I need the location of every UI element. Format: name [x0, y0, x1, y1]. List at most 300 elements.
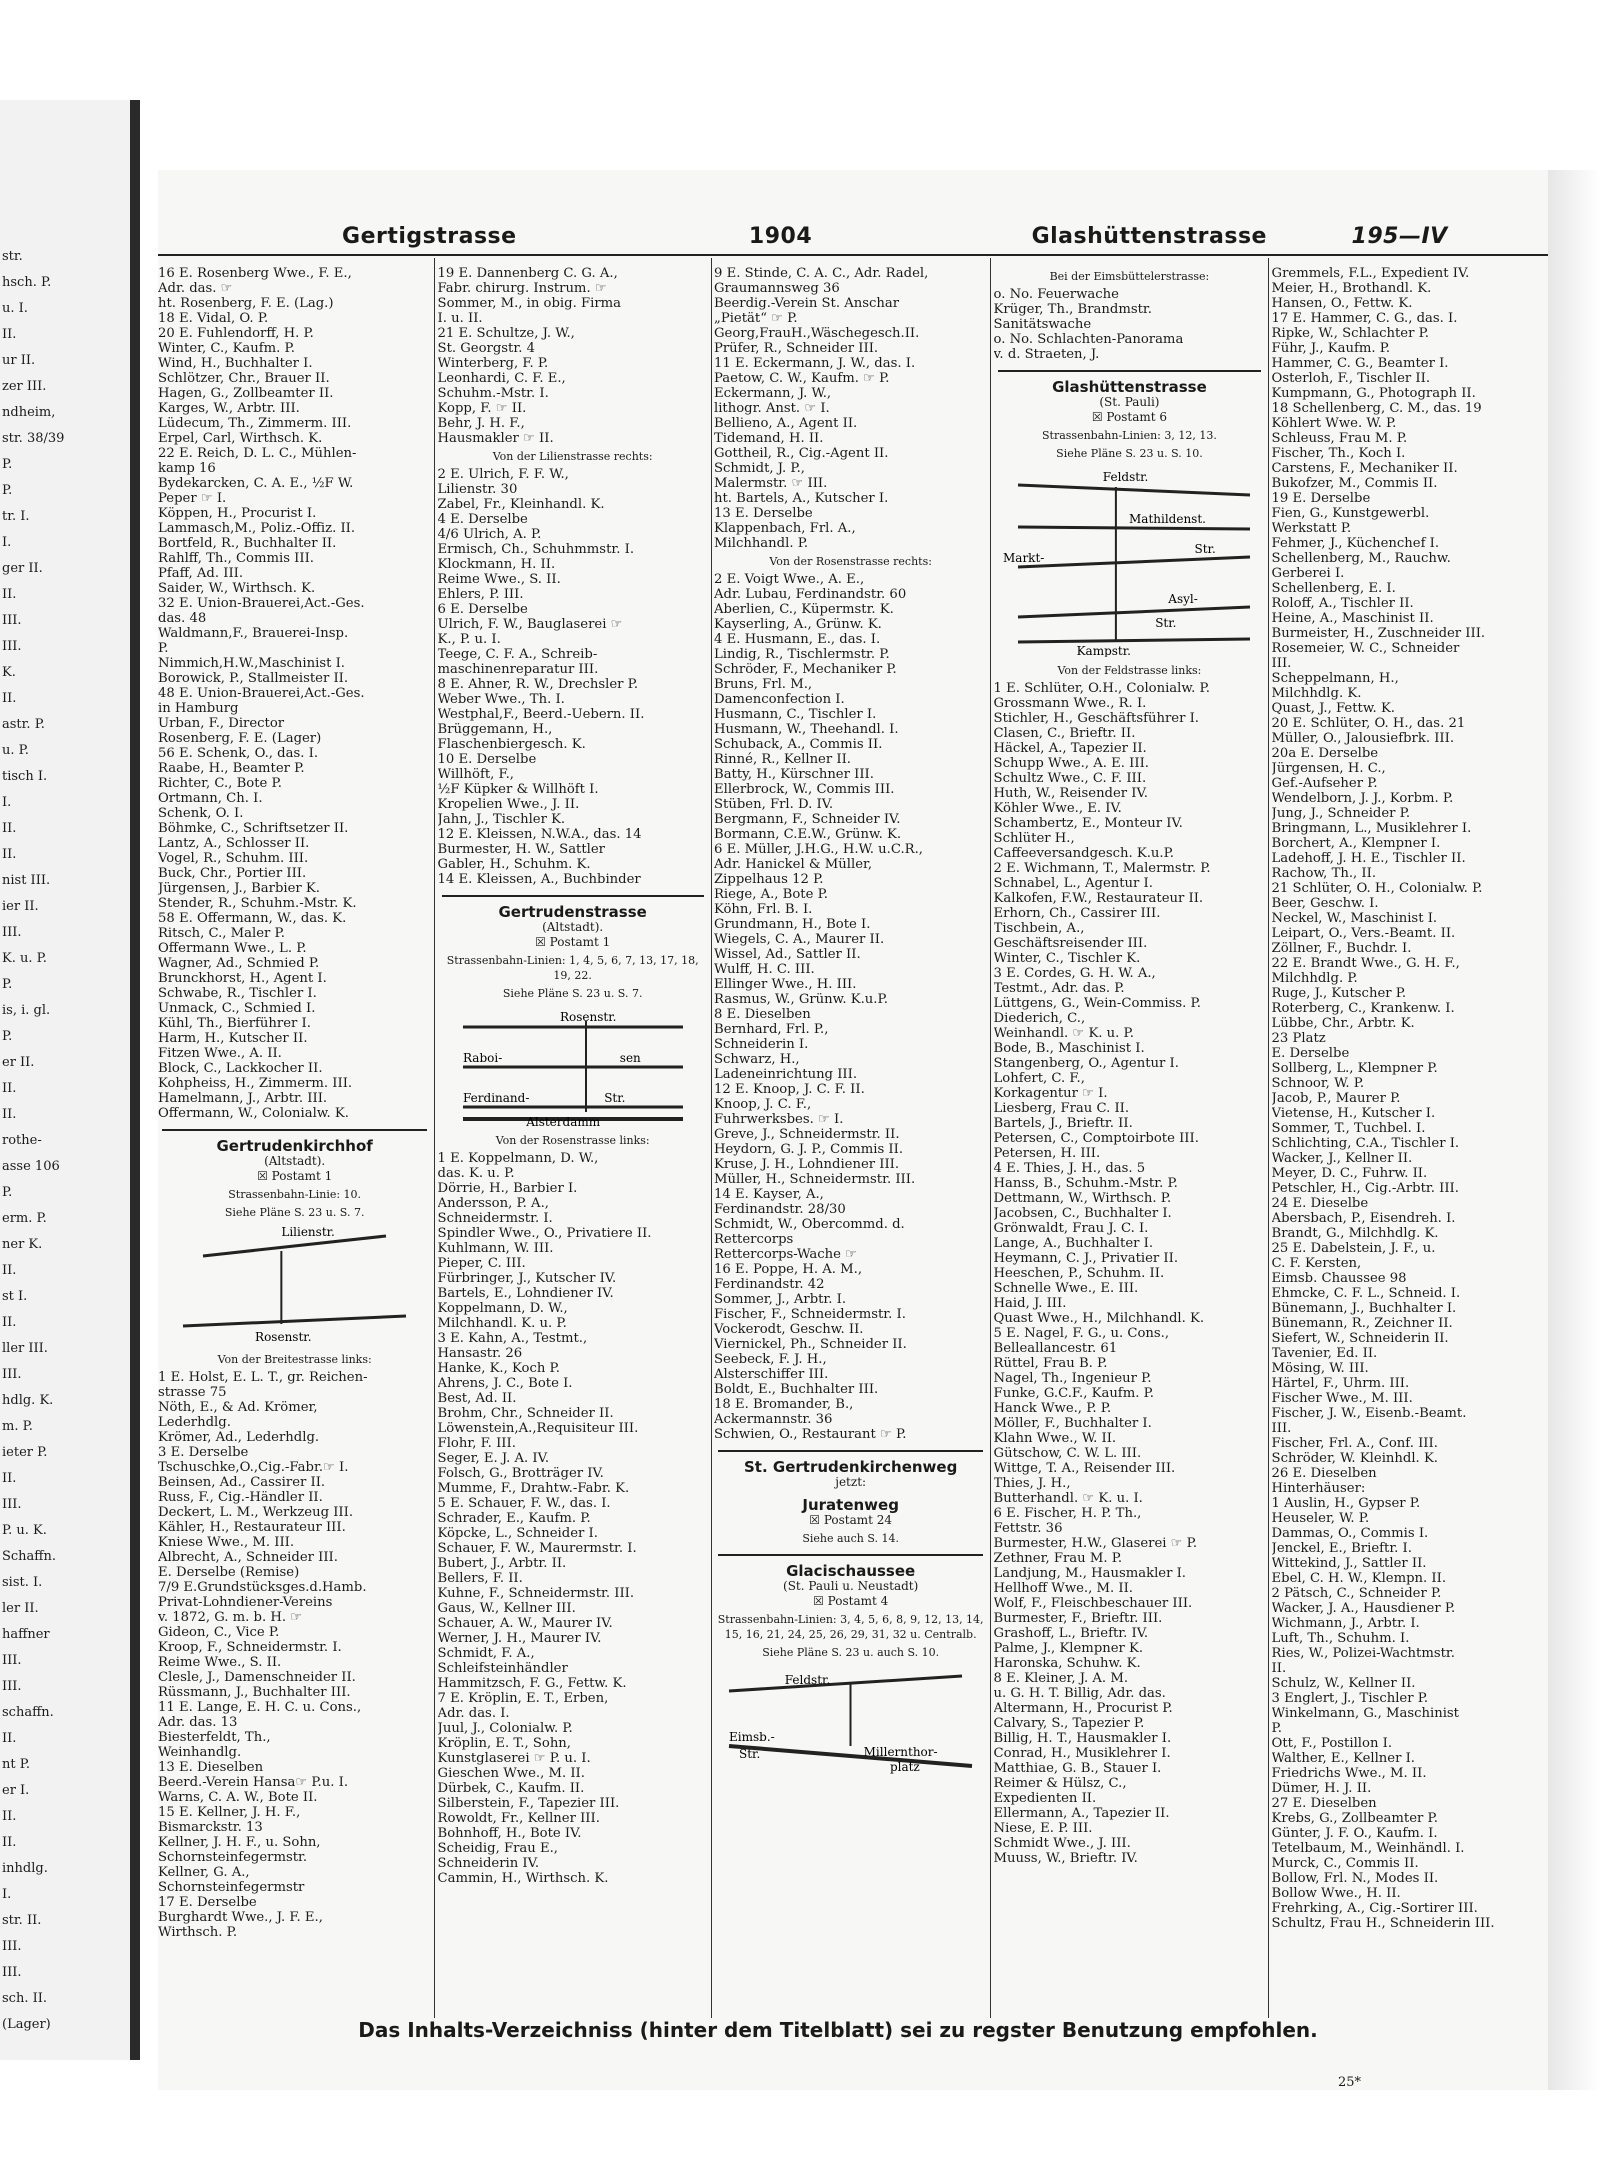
directory-entry: Abersbach, P., Eisendreh. I. [1271, 1211, 1456, 1226]
directory-entry: 20a E. Derselbe [1271, 746, 1379, 761]
previous-page-fragment: II. [2, 1809, 17, 1824]
directory-entry: 13 E. Dieselben [158, 1760, 264, 1775]
map-reference: Siehe auch S. 14. [802, 1532, 899, 1545]
previous-page-fragment: III. [2, 925, 22, 940]
directory-entry: St. Georgstr. 4 [437, 341, 535, 356]
directory-entry: Bartels, E., Lohndiener IV. [437, 1286, 614, 1301]
directory-entry: Wissel, Ad., Sattler II. [714, 947, 861, 962]
directory-entry: Erpel, Carl, Wirthsch. K. [158, 431, 323, 446]
previous-page-fragment: m. P. [2, 1419, 33, 1434]
column-2 [438, 266, 708, 2006]
directory-entry: Hellhoff Wwe., M. II. [993, 1581, 1134, 1596]
directory-entry: Damenconfection I. [714, 692, 845, 707]
directory-entry: Juul, J., Colonialw. P. [437, 1721, 573, 1736]
directory-entry: Folsch, G., Brotträger IV. [437, 1466, 604, 1481]
previous-page-fragment: zer III. [2, 379, 47, 394]
directory-entry: Scheppelmann, H., [1271, 671, 1399, 686]
directory-entry: Lange, A., Buchhalter I. [993, 1236, 1154, 1251]
directory-entry: Rasmus, W., Grünw. K.u.P. [714, 992, 888, 1007]
street-label: Alsterdamm [525, 1115, 600, 1127]
directory-entry: Friedrichs Wwe., M. II. [1271, 1766, 1427, 1781]
directory-entry: 48 E. Union-Brauerei,Act.-Ges. [158, 686, 365, 701]
previous-page-fragment: nist III. [2, 873, 51, 888]
directory-entry: Gideon, C., Vice P. [158, 1625, 280, 1640]
directory-entry: 58 E. Offermann, W., das. K. [158, 911, 347, 926]
directory-entry: Rettercorps [714, 1232, 794, 1247]
directory-entry: 3 E. Cordes, G. H. W. A., [993, 966, 1156, 981]
directory-entry: Lilienstr. 30 [437, 482, 518, 497]
directory-entry: Werkstatt P. [1271, 521, 1352, 536]
directory-entry: Seebeck, F. J. H., [714, 1352, 827, 1367]
previous-page-fragment: II. [2, 821, 17, 836]
directory-entry: das. 48 [158, 611, 207, 626]
previous-page-fragment: III. [2, 613, 22, 628]
directory-entry: Quast Wwe., H., Milchhandl. K. [993, 1311, 1205, 1326]
directory-entry: Raabe, H., Beamter P. [158, 761, 305, 776]
directory-entry: kamp 16 [158, 461, 216, 476]
directory-entry: Ellermann, A., Tapezier II. [993, 1806, 1170, 1821]
previous-page-edge [0, 100, 140, 2060]
directory-entry: Heydorn, G. J. P., Commis II. [714, 1142, 904, 1157]
previous-page-fragment: ndheim, [2, 405, 56, 420]
directory-entry: 14 E. Kleissen, A., Buchbinder [437, 872, 641, 887]
directory-entry: 17 E. Hammer, C. G., das. I. [1271, 311, 1458, 326]
directory-entry: 19 E. Dannenberg C. G. A., [437, 266, 618, 281]
directory-entry: Schröder, W. Kleinhdl. K. [1271, 1451, 1438, 1466]
footer-notice: Das Inhalts-Verzeichniss (hinter dem Titelblatt) sei zu regster Benutzung empfohlen. [358, 2018, 1318, 2042]
directory-entry: v. 1872, G. m. b. H. ☞ [158, 1610, 303, 1625]
directory-entry: Schwarz, H., [714, 1052, 800, 1067]
directory-entry: Rosemeier, W. C., Schneider [1271, 641, 1460, 656]
previous-page-fragment: P. [2, 457, 13, 472]
directory-entry: Borchert, A., Klempner I. [1271, 836, 1441, 851]
directory-entry: Kruse, J. H., Lohndiener III. [714, 1157, 900, 1172]
directory-entry: Offermann, W., Colonialw. K. [158, 1106, 349, 1121]
directory-entry: Schmidt Wwe., J. III. [993, 1836, 1131, 1851]
directory-entry: Gef.-Aufseher P. [1271, 776, 1378, 791]
previous-page-fragment: III. [2, 1965, 22, 1980]
directory-entry: v. d. Straeten, J. [993, 347, 1100, 362]
directory-entry: 10 E. Derselbe [437, 752, 537, 767]
previous-page-fragment: P. u. K. [2, 1523, 47, 1538]
directory-entry: Warns, C. A. W., Bote II. [158, 1790, 318, 1805]
directory-entry: Altermann, H., Procurist P. [993, 1701, 1173, 1716]
directory-entry: Walther, E., Kellner I. [1271, 1751, 1416, 1766]
directory-entry: Reimer & Hülsz, C., [993, 1776, 1127, 1791]
directory-entry: Bortfeld, R., Buchhalter II. [158, 536, 337, 551]
directory-entry: Tetelbaum, M., Weinhändl. I. [1271, 1841, 1465, 1856]
directory-entry: Unmack, C., Schmied I. [158, 1001, 316, 1016]
previous-page-fragment: ger II. [2, 561, 43, 576]
directory-entry: Kroop, F., Schneidermstr. I. [158, 1640, 342, 1655]
directory-entry: Schauer, A. W., Maurer IV. [437, 1616, 613, 1631]
directory-entry: Grashoff, L., Brieftr. IV. [993, 1626, 1149, 1641]
directory-entry: Jacob, P., Maurer P. [1271, 1091, 1401, 1106]
directory-entry: Rowoldt, Fr., Kellner III. [437, 1811, 600, 1826]
directory-entry: Butterhandl. ☞ K. u. I. [993, 1491, 1143, 1506]
directory-entry: Rosenberg, F. E. (Lager) [158, 731, 322, 746]
directory-entry: Lohfert, C. F., [993, 1071, 1085, 1086]
directory-entry: Diederich, C., [993, 1011, 1086, 1026]
previous-page-fragment: II. [2, 847, 17, 862]
previous-page-fragment: er I. [2, 1783, 30, 1798]
directory-entry: Adr. Lubau, Ferdinandstr. 60 [714, 587, 907, 602]
directory-entry: Batty, H., Kürschner III. [714, 767, 874, 782]
directory-entry: Behr, J. H. F., [437, 416, 525, 431]
directory-entry: Sanitätswache [993, 317, 1092, 332]
directory-entry: Burmester, H. W., Sattler [437, 842, 605, 857]
directory-entry: das. K. u. P. [437, 1166, 515, 1181]
directory-entry: Führ, J., Kaufm. P. [1271, 341, 1391, 356]
directory-entry: Tischbein, A., [993, 921, 1085, 936]
directory-entry: Wolf, F., Fleischbeschauer III. [993, 1596, 1193, 1611]
column-3 [714, 266, 987, 2006]
directory-entry: Kühl, Th., Bierführer I. [158, 1016, 311, 1031]
directory-entry: Dammas, O., Commis I. [1271, 1526, 1429, 1541]
directory-entry: Klahn Wwe., W. II. [993, 1431, 1117, 1446]
page-header [158, 218, 1548, 256]
previous-page-fragment: P. [2, 483, 13, 498]
previous-page-fragment: asse 106 [2, 1159, 60, 1174]
directory-entry: Niese, E. P. III. [993, 1821, 1093, 1836]
directory-entry: Peper ☞ I. [158, 491, 227, 506]
street-heading: Gertrudenstrasse [498, 903, 647, 921]
directory-entry: Ebel, C. H. W., Klempn. II. [1271, 1571, 1447, 1586]
directory-entry: Fischer, J. W., Eisenb.-Beamt. [1271, 1406, 1467, 1421]
directory-entry: Bünemann, J., Buchhalter I. [1271, 1301, 1457, 1316]
directory-entry: Kuhne, F., Schneidermstr. III. [437, 1586, 635, 1601]
directory-entry: 20 E. Fuhlendorff, H. P. [158, 326, 314, 341]
directory-entry: Saider, W., Wirthsch. K. [158, 581, 316, 596]
street-label: Markt- [1003, 551, 1045, 565]
street-district: jetzt: [835, 1475, 867, 1489]
directory-entry: Schultz, Frau H., Schneiderin III. [1271, 1916, 1495, 1931]
directory-entry: Tidemand, H. II. [714, 431, 824, 446]
directory-entry: Wind, H., Buchhalter I. [158, 356, 313, 371]
directory-entry: Deckert, L. M., Werkzeug III. [158, 1505, 354, 1520]
directory-entry: Geschäftsreisender III. [993, 936, 1148, 951]
previous-page-fragment: II. [2, 1081, 17, 1096]
directory-entry: Bellieno, A., Agent II. [714, 416, 858, 431]
directory-entry: Schwabe, R., Tischler I. [158, 986, 317, 1001]
section-note: Bei der Eimsbüttelerstrasse: [1049, 270, 1210, 283]
directory-entry: 20 E. Schlüter, O. H., das. 21 [1271, 716, 1466, 731]
street-label: Rosenstr. [559, 1010, 617, 1024]
directory-entry: 1 Auslin, H., Gypser P. [1271, 1496, 1421, 1511]
directory-entry: Hinterhäuser: [1271, 1481, 1366, 1496]
directory-entry: Zabel, Fr., Kleinhandl. K. [437, 497, 605, 512]
street-label: Rosenstr. [255, 1330, 312, 1344]
directory-entry: Wacker, J., Kellner II. [1271, 1151, 1413, 1166]
previous-page-fragment: tisch I. [2, 769, 48, 784]
street-line [1018, 607, 1250, 617]
header-street-right: Glashüttenstrasse [1031, 224, 1267, 249]
directory-entry: Dürbek, C., Kaufm. II. [437, 1781, 585, 1796]
street-district: (St. Pauli u. Neustadt) [783, 1579, 919, 1593]
directory-entry: Best, Ad. II. [437, 1391, 517, 1406]
directory-entry: Sommer, T., Tuchbel. I. [1271, 1121, 1426, 1136]
previous-page-fragment: ur II. [2, 353, 36, 368]
directory-entry: Leipart, O., Vers.-Beamt. II. [1271, 926, 1456, 941]
previous-page-fragment: is, i. gl. [2, 1003, 51, 1018]
directory-entry: 8 E. Ahner, R. W., Drechsler P. [437, 677, 639, 692]
directory-entry: Eckermann, J. W., [714, 386, 832, 401]
previous-page-fragment: III. [2, 1497, 22, 1512]
directory-entry: 2 E. Wichmann, T., Malermstr. P. [993, 861, 1211, 876]
directory-entry: Ortmann, Ch. I. [158, 791, 263, 806]
previous-page-fragment: III. [2, 1679, 22, 1694]
street-label: Str. [739, 1747, 761, 1761]
directory-entry: 13 E. Derselbe [714, 506, 813, 521]
directory-entry: Richter, C., Bote P. [158, 776, 282, 791]
directory-entry: Milchhdlg. K. [1271, 686, 1362, 701]
directory-entry: Ladehoff, J. H. E., Tischler II. [1271, 851, 1466, 866]
directory-entry: 4 E. Derselbe [437, 512, 528, 527]
directory-entry: Bellers, F. II. [437, 1571, 523, 1586]
directory-entry: Kähler, H., Restaurateur III. [158, 1520, 346, 1535]
directory-entry: 23 Platz [1271, 1031, 1326, 1046]
directory-entry: Haid, J. III. [993, 1296, 1067, 1311]
previous-page-fragment: sch. II. [2, 1991, 47, 2006]
directory-entry: Härtel, F., Uhrm. III. [1271, 1376, 1410, 1391]
directory-entry: Schlichting, C.A., Tischler I. [1271, 1136, 1460, 1151]
directory-entry: Frehrking, A., Cig.-Sortirer III. [1271, 1901, 1478, 1916]
directory-entry: Scheidig, Frau E., [437, 1841, 558, 1856]
column-5 [1272, 266, 1545, 2006]
directory-entry: Ellerbrock, W., Commis III. [714, 782, 895, 797]
directory-entry: 18 E. Bromander, B., [714, 1397, 854, 1412]
directory-entry: Bünemann, R., Zeichner II. [1271, 1316, 1453, 1331]
directory-entry: o. No. Schlachten-Panorama [993, 332, 1184, 347]
directory-entry: Fabr. chirurg. Instrum. ☞ [437, 281, 607, 296]
street-line [1018, 527, 1250, 529]
previous-page-fragment: inhdlg. [2, 1861, 48, 1876]
directory-entry: Husmann, W., Theehandl. I. [714, 722, 899, 737]
directory-entry: Dettmann, W., Wirthsch. P. [993, 1191, 1172, 1206]
directory-entry: Riege, A., Bote P. [714, 887, 828, 902]
postal-office: ☒ Postamt 1 [257, 1169, 333, 1183]
directory-entry: Jung, J., Schneider P. [1271, 806, 1411, 821]
directory-entry: Vogel, R., Schuhm. III. [158, 851, 309, 866]
directory-entry: Bartels, J., Brieftr. II. [993, 1116, 1133, 1131]
directory-entry: Winterberg, F. P. [437, 356, 549, 371]
directory-entry: Adr. das. I. [437, 1706, 510, 1721]
directory-entry: 56 E. Schenk, O., das. I. [158, 746, 319, 761]
directory-entry: Grundmann, H., Bote I. [714, 917, 871, 932]
directory-entry: 8 E. Kleiner, J. A. M. [993, 1671, 1129, 1686]
directory-entry: Testmt., Adr. das. P. [993, 981, 1125, 996]
directory-entry: Fischer, F., Schneidermstr. I. [714, 1307, 906, 1322]
directory-entry: Nöth, E., & Ad. Krömer, [158, 1400, 318, 1415]
directory-entry: Kalkofen, F.W., Restaurateur II. [993, 891, 1204, 906]
directory-entry: Weinhandl. ☞ K. u. P. [993, 1026, 1134, 1041]
directory-entry: K., P. u. I. [437, 632, 501, 647]
directory-entry: Jahn, J., Tischler K. [437, 812, 566, 827]
postal-office: ☒ Postamt 4 [813, 1594, 889, 1608]
directory-entry: Biesterfeldt, Th., [158, 1730, 271, 1745]
directory-entry: 3 E. Kahn, A., Testmt., [437, 1331, 588, 1346]
directory-entry: Milchhdlg. P. [1271, 971, 1358, 986]
previous-page-fragment: schaffn. [2, 1705, 54, 1720]
directory-entry: Beer, Geschw. I. [1271, 896, 1379, 911]
directory-entry: Wendelborn, J. J., Korbm. P. [1271, 791, 1454, 806]
directory-entry: Sollberg, L., Klempner P. [1271, 1061, 1438, 1076]
directory-entry: 2 Pätsch, C., Schneider P. [1271, 1586, 1442, 1601]
street-label: Feldstr. [1103, 470, 1149, 484]
directory-entry: 6 E. Fischer, H. P. Th., [993, 1506, 1142, 1521]
directory-entry: 9 E. Stinde, C. A. C., Adr. Radel, [714, 266, 929, 281]
directory-entry: Schnelle Wwe., E. III. [993, 1281, 1139, 1296]
directory-entry: strasse 75 [158, 1385, 227, 1400]
directory-entry: Häckel, A., Tapezier II. [993, 741, 1147, 756]
directory-entry: Burmester, H.W., Glaserei ☞ P. [993, 1536, 1198, 1551]
directory-entry: Jacobsen, C., Buchhalter I. [993, 1206, 1172, 1221]
directory-entry: Korkagentur ☞ I. [993, 1086, 1108, 1101]
previous-page-fragment: st I. [2, 1289, 28, 1304]
directory-entry: Ermisch, Ch., Schuhmmstr. I. [437, 542, 635, 557]
directory-entry: Petersen, C., Comptoirbote III. [993, 1131, 1199, 1146]
section-note: Von der Feldstrasse links: [1057, 664, 1202, 677]
previous-page-fragment: P. [2, 1185, 13, 1200]
directory-entry: Adr. Hanickel & Müller, [714, 857, 873, 872]
directory-entry: I. u. II. [437, 311, 483, 326]
directory-entry: Stüben, Frl. D. IV. [714, 797, 834, 812]
directory-entry: Hanck Wwe., P. P. [993, 1401, 1112, 1416]
directory-entry: Ehmcke, C. F. L., Schneid. I. [1271, 1286, 1461, 1301]
directory-entry: Brüggemann, H., [437, 722, 553, 737]
previous-page-fragment: rothe- [2, 1133, 42, 1148]
directory-entry: II. [1271, 1661, 1287, 1676]
directory-entry: Bormann, C.E.W., Grünw. K. [714, 827, 902, 842]
street-label: Feldstr. [784, 1673, 831, 1687]
directory-entry: Schrader, E., Kaufm. P. [437, 1511, 591, 1526]
directory-entry: Kayserling, A., Grünw. K. [714, 617, 882, 632]
directory-entry: 4/6 Ulrich, A. P. [437, 527, 542, 542]
directory-entry: Flohr, F. III. [437, 1436, 516, 1451]
directory-entry: Privat-Lohndiener-Vereins [158, 1595, 333, 1610]
directory-entry: Hansen, O., Fettw. K. [1271, 296, 1413, 311]
directory-entry: Jenckel, E., Brieftr. I. [1271, 1541, 1412, 1556]
map-reference: Siehe Pläne S. 23 u. S. 7. [502, 987, 643, 1000]
directory-entry: Köpcke, L., Schneider I. [437, 1526, 598, 1541]
directory-entry: Muuss, W., Brieftr. IV. [993, 1851, 1138, 1866]
previous-page-fragment: III. [2, 1367, 22, 1382]
directory-entry: Alsterschiffer III. [714, 1367, 829, 1382]
directory-entry: 7 E. Kröplin, E. T., Erben, [437, 1691, 609, 1706]
previous-page-fragment: astr. P. [2, 717, 45, 732]
directory-entry: Leonhardi, C. F. E., [437, 371, 566, 386]
directory-entry: Winter, C., Tischler K. [993, 951, 1141, 966]
directory-entry: Rahlff, Th., Commis III. [158, 551, 314, 566]
map-reference: Siehe Pläne S. 23 u. S. 10. [1056, 447, 1203, 460]
directory-entry: ht. Bartels, A., Kutscher I. [714, 491, 889, 506]
directory-entry: Lübbe, Chr., Arbtr. K. [1271, 1016, 1415, 1031]
directory-entry: Nagel, Th., Ingenieur P. [993, 1371, 1152, 1386]
street-label: Lilienstr. [281, 1226, 336, 1239]
directory-entry: Boldt, E., Buchhalter III. [714, 1382, 879, 1397]
directory-entry: Gaus, W., Kellner III. [437, 1601, 576, 1616]
map-reference: Siehe Pläne S. 23 u. auch S. 10. [762, 1646, 940, 1659]
directory-entry: Hammitzsch, F. G., Fettw. K. [437, 1676, 627, 1691]
directory-entry: Carstens, F., Mechaniker II. [1271, 461, 1458, 476]
directory-entry: Ulrich, F. W., Bauglaserei ☞ [437, 617, 623, 632]
directory-entry: 1 E. Holst, E. L. T., gr. Reichen- [158, 1370, 368, 1385]
directory-entry: Harm, H., Kutscher II. [158, 1031, 308, 1046]
directory-entry: u. G. H. T. Billig, Adr. das. [993, 1686, 1166, 1701]
previous-page-fragment: P. [2, 977, 13, 992]
directory-entry: Meyer, D. C., Fuhrw. II. [1271, 1166, 1428, 1181]
directory-entry: Reime Wwe., S. II. [437, 572, 561, 587]
directory-entry: Vietense, H., Kutscher I. [1271, 1106, 1436, 1121]
directory-entry: Hanss, B., Schuhm.-Mstr. P. [993, 1176, 1178, 1191]
directory-entry: 17 E. Derselbe [158, 1895, 257, 1910]
directory-entry: Zöllner, F., Buchdr. I. [1271, 941, 1412, 956]
directory-entry: Funke, G.C.F., Kaufm. P. [993, 1386, 1154, 1401]
directory-entry: Brunckhorst, H., Agent I. [158, 971, 327, 986]
directory-entry: Brandt, G., Milchhdlg. K. [1271, 1226, 1439, 1241]
directory-entry: in Hamburg [158, 701, 239, 716]
section-rule [718, 1450, 983, 1452]
previous-page-fragment: u. P. [2, 743, 29, 758]
previous-page-fragment: II. [2, 1731, 17, 1746]
directory-entry: Hanke, K., Koch P. [437, 1361, 560, 1376]
directory-entry: Beinsen, Ad., Cassirer II. [158, 1475, 326, 1490]
column-divider [990, 258, 991, 2018]
directory-entry: 26 E. Dieselben [1271, 1466, 1377, 1481]
directory-entry: 4 E. Husmann, E., das. I. [714, 632, 881, 647]
directory-entry: Calvary, S., Tapezier P. [993, 1716, 1145, 1731]
previous-page-fragment: ieter P. [2, 1445, 48, 1460]
directory-entry: Köhn, Frl. B. I. [714, 902, 813, 917]
directory-entry: Russ, F., Cig.-Händler II. [158, 1490, 323, 1505]
directory-entry: Schlüter H., [993, 831, 1075, 846]
section-rule [162, 1129, 427, 1131]
directory-entry: Offermann Wwe., L. P. [158, 941, 307, 956]
previous-page-fragment: P. [2, 1029, 13, 1044]
directory-entry: Erhorn, Ch., Cassirer III. [993, 906, 1161, 921]
directory-entry: Beerd.-Verein Hansa☞ P.u. I. [158, 1775, 349, 1790]
directory-entry: 14 E. Kayser, A., [714, 1187, 824, 1202]
previous-page-fragment: III. [2, 1653, 22, 1668]
directory-entry: Köppen, H., Procurist I. [158, 506, 317, 521]
directory-entry: Müller, H., Schneidermstr. III. [714, 1172, 916, 1187]
directory-entry: 12 E. Knoop, J. C. F. II. [714, 1082, 865, 1097]
street-line [729, 1676, 962, 1691]
directory-entry: Hansastr. 26 [437, 1346, 523, 1361]
directory-entry: 5 E. Schauer, F. W., das. I. [437, 1496, 611, 1511]
previous-page-fragment: III. [2, 639, 22, 654]
directory-entry: Wacker, J. A., Hausdiener P. [1271, 1601, 1456, 1616]
directory-entry: 22 E. Reich, D. L. C., Mühlen- [158, 446, 357, 461]
column-4 [994, 266, 1266, 2006]
directory-entry: Schellenberg, E. I. [1271, 581, 1396, 596]
street-line [1018, 485, 1250, 495]
directory-entry: 18 Schellenberg, C. M., das. 19 [1271, 401, 1482, 416]
directory-entry: Stichler, H., Geschäftsführer I. [993, 711, 1199, 726]
directory-entry: Schneidermstr. I. [437, 1211, 553, 1226]
previous-page-fragment: hsch. P. [2, 275, 52, 290]
directory-entry: 3 Englert, J., Tischler P. [1271, 1691, 1429, 1706]
directory-entry: Nimmich,H.W.,Maschinist I. [158, 656, 345, 671]
street-heading: Glacischaussee [786, 1562, 916, 1580]
directory-entry: 11 E. Eckermann, J. W., das. I. [714, 356, 916, 371]
directory-entry: Hagen, G., Zollbeamter II. [158, 386, 334, 401]
directory-entry: Gremmels, F.L., Expedient IV. [1271, 266, 1470, 281]
previous-page-fragment: hdlg. K. [2, 1393, 54, 1408]
directory-entry: Klockmann, H. II. [437, 557, 556, 572]
previous-page-fragment: II. [2, 587, 17, 602]
directory-entry: Bringmann, L., Musiklehrer I. [1271, 821, 1472, 836]
